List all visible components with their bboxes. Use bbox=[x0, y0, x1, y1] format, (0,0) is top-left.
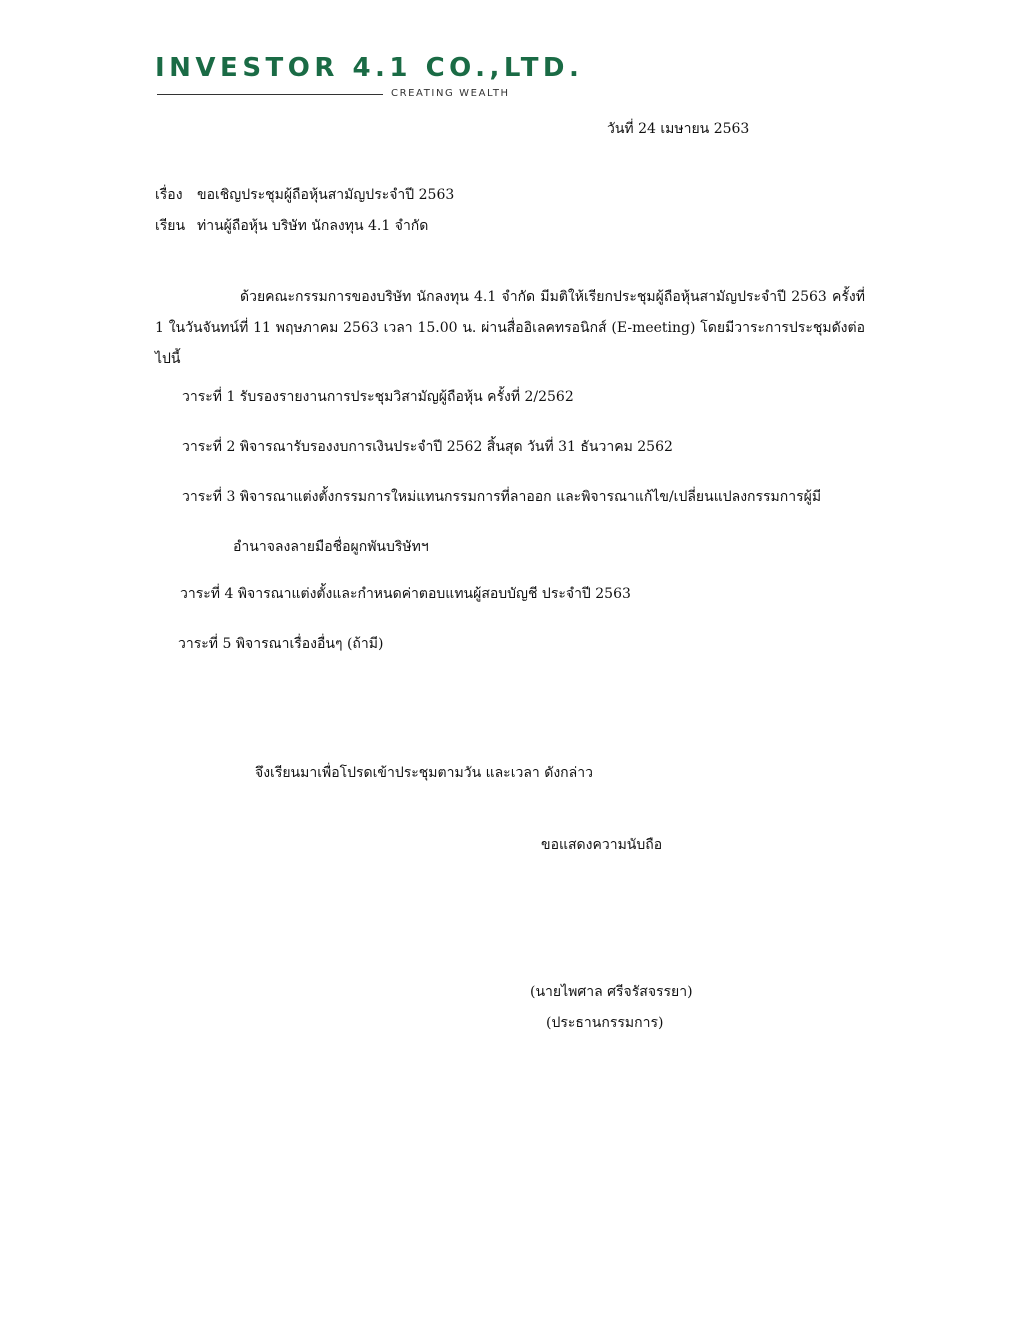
recipient-text: ท่านผู้ถือหุ้น บริษัท นักลงทุน 4.1 จำกัด bbox=[197, 218, 429, 234]
company-logo bbox=[155, 52, 584, 102]
signer-title: (ประธานกรรมการ) bbox=[546, 1015, 664, 1031]
recipient-label: เรียน bbox=[155, 218, 186, 234]
signer-name: (นายไพศาล ศรีจรัสจรรยา) bbox=[530, 984, 693, 1000]
agenda-item-4: วาระที่ 4 พิจารณาแต่งตั้งและกำหนดค่าตอบแทนผู้สอบบัญชี ประจำปี 2563 bbox=[180, 586, 631, 602]
agenda-item-3-continued: อำนาจลงลายมือชื่อผูกพันบริษัทฯ bbox=[233, 539, 429, 555]
agenda-item-3: วาระที่ 3 พิจารณาแต่งตั้งกรรมการใหม่แทนกรรมการที่ลาออก และพิจารณาแก้ไข/เปลี่ยนแปลงกรรมการผู้มี bbox=[182, 489, 822, 505]
agenda-item-1: วาระที่ 1 รับรองรายงานการประชุมวิสามัญผู้ถือหุ้น ครั้งที่ 2/2562 bbox=[182, 389, 574, 405]
subject-label: เรื่อง bbox=[155, 187, 183, 203]
subject-text: ขอเชิญประชุมผู้ถือหุ้นสามัญประจำปี 2563 bbox=[197, 187, 455, 203]
logo-company-name: INVESTOR 4.1 CO.,LTD. bbox=[155, 53, 584, 83]
agenda-item-2: วาระที่ 2 พิจารณารับรองงบการเงินประจำปี 2562 สิ้นสุด วันที่ 31 ธันวาคม 2562 bbox=[182, 439, 673, 455]
body-text: ด้วยคณะกรรมการของบริษัท นักลงทุน 4.1 จำกัด มีมติให้เรียกประชุมผู้ถือหุ้นสามัญประจำปี 2563 ครั้งที่ 1 ในวันจันทน์ที่ 11 พฤษภาคม 2563 เวลา 15.00 น. ผ่านสื่ออิเลคทรอนิกส์ (E-meeting) โดยมีวาระการประชุมดังต่อไปนี้ bbox=[155, 289, 865, 367]
regards-text: ขอแสดงความนับถือ bbox=[541, 837, 663, 853]
letter-date: วันที่ 24 เมษายน 2563 bbox=[607, 121, 750, 137]
logo-divider bbox=[157, 94, 383, 95]
closing-text: จึงเรียนมาเพื่อโปรดเข้าประชุมตามวัน และเวลา ดังกล่าว bbox=[255, 765, 593, 781]
logo-tagline: CREATING WEALTH bbox=[391, 88, 510, 99]
agenda-item-5: วาระที่ 5 พิจารณาเรื่องอื่นๆ (ถ้ามี) bbox=[178, 636, 384, 652]
body-paragraph bbox=[155, 282, 865, 375]
